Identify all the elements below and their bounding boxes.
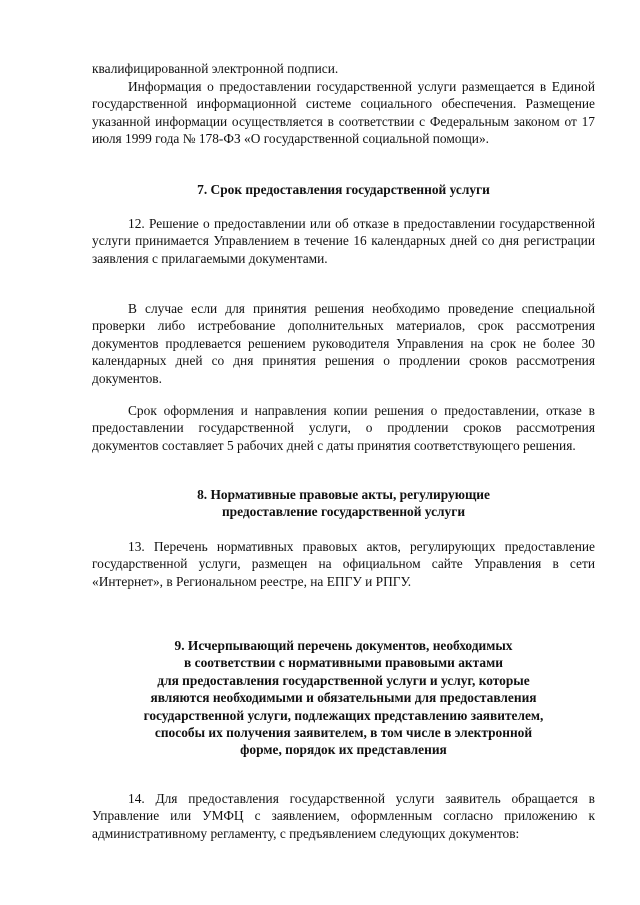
paragraph-13 (92, 538, 595, 590)
section-7-heading-text: 7. Срок предоставления государственной услуги (197, 182, 490, 197)
section-9-heading-line-4: являются необходимыми и обязательными для предоставления (150, 690, 537, 706)
section-8-heading-line-2: предоставление государственной услуги (221, 504, 466, 520)
paragraph-13-text: 13. Перечень нормативных правовых актов, регулирующих предоставление государственной услуги, размещен на официальном сайте Управления в сети «Интернет», в Региональном реестре, на ЕПГУ и РПГУ. (92, 539, 595, 589)
section-9-heading-line-7: форме, порядок их представления (240, 742, 447, 758)
paragraph-14-text: 14. Для предоставления государственной услуги заявитель обращается в Управление или УМФЦ с заявлением, оформленным согласно приложению к административному регламенту, с предъявлением следующих документов: (92, 791, 595, 841)
section-9-heading-line-3: для предоставления государственной услуги и услуг, которые (157, 672, 530, 688)
paragraph-12 (92, 215, 595, 267)
intro-paragraph-1-text: квалифицированной электронной подписи. (92, 61, 339, 76)
intro-paragraph-2-text: Информация о предоставлении государственной услуги размещается в Единой государственной информационной системе социального обеспечения. Размещение указанной информации осуществляется в соответствии с Федеральным законом от 17 июля 1999 года № 178-ФЗ «О государственной социальной помощи». (92, 79, 595, 147)
section-9-heading (92, 637, 595, 759)
paragraph-copy-decision-text: Срок оформления и направления копии решения о предоставлении, отказе в предоставлении государственной услуги, о продлении сроков рассмотрения документов составляет 5 рабочих дней с даты принятия соответствующего решения. (92, 403, 595, 453)
paragraph-14 (92, 790, 595, 842)
paragraph-special-check (92, 300, 595, 387)
paragraph-12-text: 12. Решение о предоставлении или об отказе в предоставлении государственной услуги принимается Управлением в течение 16 календарных дней со дня регистрации заявления с прилагаемыми документами. (92, 216, 595, 266)
section-8-heading (92, 486, 595, 521)
paragraph-special-check-text: В случае если для принятия решения необходимо проведение специальной проверки либо истребование дополнительных материалов, срок рассмотрения документов продлевается решением руководителя Управления на срок не более 30 календарных дней со дня принятия решения о продлении сроков рассмотрения документов. (92, 301, 595, 386)
section-7-heading (92, 181, 595, 198)
section-9-heading-line-2: в соответствии с нормативными правовыми актами (184, 655, 503, 671)
section-9-heading-line-6: способы их получения заявителем, в том числе в электронной (154, 725, 533, 741)
paragraph-copy-decision (92, 402, 595, 454)
intro-paragraph-1 (92, 60, 595, 77)
section-9-heading-line-5: государственной услуги, подлежащих представлению заявителем, (143, 707, 544, 723)
section-8-heading-line-1: 8. Нормативные правовые акты, регулирующие (197, 487, 490, 502)
intro-paragraph-2 (92, 78, 595, 148)
section-9-heading-line-1: 9. Исчерпывающий перечень документов, необходимых (174, 638, 513, 653)
